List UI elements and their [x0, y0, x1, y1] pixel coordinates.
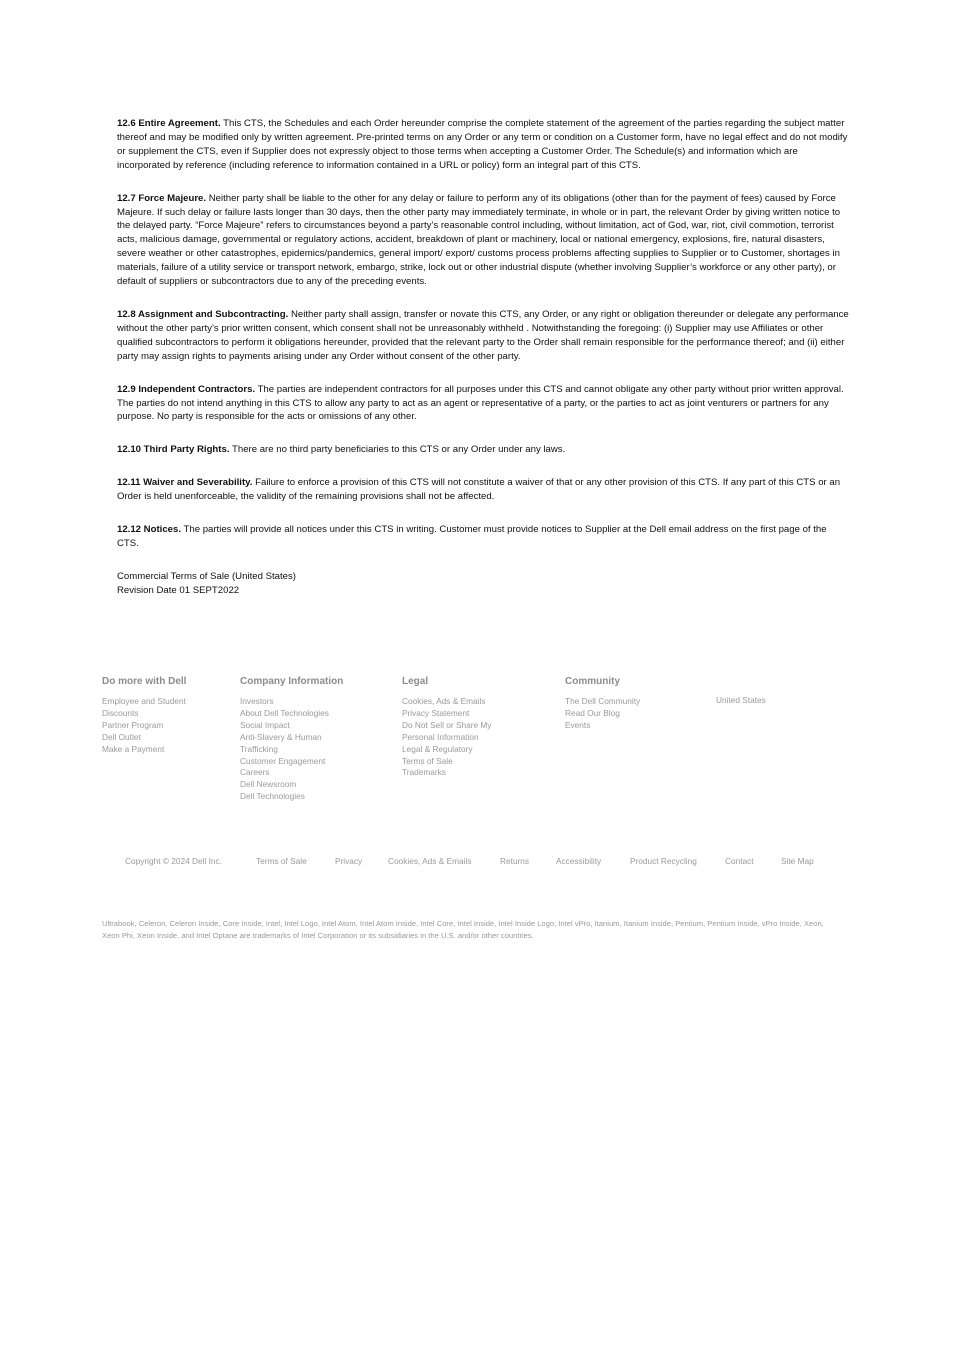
- clause-12-11: [117, 476, 850, 504]
- clause-12-10: [117, 443, 850, 457]
- footer-bottom-link-recycling[interactable]: Product Recycling: [630, 856, 697, 866]
- clause-12-12: [117, 523, 850, 551]
- clause-12-9: [117, 383, 850, 425]
- clause-heading: 12.8 Assignment and Subcontracting.: [117, 308, 289, 320]
- document-body: [117, 117, 850, 598]
- clause-text: There are no third party beneficiaries to this CTS or any Order under any laws.: [229, 444, 566, 456]
- footer-bottom-link-terms[interactable]: Terms of Sale: [256, 856, 307, 866]
- footer-link[interactable]: About Dell Technologies: [240, 707, 329, 718]
- footer-bottom-link-sitemap[interactable]: Site Map: [781, 856, 814, 866]
- copyright-text: Copyright © 2024 Dell Inc.: [125, 856, 222, 866]
- clause-heading: 12.6 Entire Agreement.: [117, 118, 221, 129]
- footer-link[interactable]: Employee and Student: [102, 696, 186, 706]
- country-selector[interactable]: United States: [716, 695, 766, 705]
- clause-heading: 12.12 Notices.: [117, 524, 181, 536]
- footer-link[interactable]: Dell Newsroom: [240, 779, 297, 790]
- footer-column-heading: Company Information: [240, 676, 344, 687]
- footer-link[interactable]: Make a Payment: [102, 743, 165, 754]
- footer-link[interactable]: Investors: [240, 696, 274, 706]
- clause-12-7: [117, 192, 850, 289]
- footer-column-heading: Community: [565, 676, 620, 687]
- footer-link[interactable]: Social Impact: [240, 719, 290, 730]
- footer-link[interactable]: Partner Program: [102, 719, 164, 730]
- clause-heading: 12.10 Third Party Rights.: [117, 444, 230, 456]
- footer-link[interactable]: Careers: [240, 767, 270, 778]
- footer-column-legal: [402, 676, 491, 779]
- clause-text: Neither party shall be liable to the other for any delay or failure to perform any of its obligations (other than for the payment of fees) caused by Force Majeure. If such delay or failure lasts longer than 30 days, then the other party may immediately terminate, in whole or in part, the relevant Order by giving written notice to the delayed party. “Force Majeure” refers to circumstances beyond a party’s reasonable control including, without limitation, act of God, war, riot, civil commotion, terrorist acts, malicious damage, governmental or regulatory actions, accident, breakdown of plant or machinery, local or national emergency, explosions, fire, natural disasters, severe weather or other catastrophes, epidemics/pandemics, general import/ export/ customs process problems affecting supplies to Supplier or to Customer, shortages in materials, failure of a utility service or transport network, embargo, strike, lock out or other industrial dispute (whether involving Supplier’s workforce or any other party), or default of suppliers or subcontractors due to any of the preceding events.: [117, 192, 841, 288]
- footer-link[interactable]: Legal & Regulatory: [402, 743, 473, 754]
- footer-link[interactable]: Anti-Slavery & Human: [240, 731, 322, 742]
- footer-column-heading: Legal: [402, 676, 429, 687]
- footer-link[interactable]: Dell Outlet: [102, 731, 141, 742]
- clause-text: Neither party shall assign, transfer or novate this CTS, any Order, or any right or obligation thereunder or delegate any performance without the other party’s prior written consent, which consent shall not be unreasonably withheld . Notwithstanding the foregoing: (i) Supplier may use Affiliates or other qualified subcontractors to perform it obligations hereunder, provided that the relevant party to the Order shall remain responsible for the performance thereof; and (ii) either party may assign rights to payments arising under any Order without consent of the other party.: [117, 308, 849, 362]
- clause-text: The parties are independent contractors for all purposes under this CTS and cannot obligate any other party without prior written approval. The parties do not intend anything in this CTS to allow any party to act as an agent or representative of a party, or the parties to act as joint venturers or partners for any purpose. No party is responsible for the acts or omissions of any other.: [117, 383, 844, 423]
- document-title: Commercial Terms of Sale (United States): [117, 570, 296, 582]
- clause-text: The parties will provide all notices under this CTS in writing. Customer must provide notices to Supplier at the Dell email address on the first page of the CTS.: [117, 524, 827, 549]
- trademark-note: Ultrabook, Celeron, Celeron Inside, Core Inside, Intel, Intel Logo, Intel Atom, Intel Atom Inside, Intel Core, Intel Inside, Intel Inside Logo, Intel vPro, Itanium, Itanium Inside, Pentium, Pentium Inside, vPro Inside, Xeon, Xeon Phi, Xeon Inside, and Intel Optane are trademarks of Intel Corporation or its subsidiaries in the U.S. and/or other countries.: [102, 919, 824, 940]
- footer-column-community: [565, 676, 640, 732]
- footer-link[interactable]: Terms of Sale: [402, 755, 453, 766]
- footer-column-heading: Do more with Dell: [102, 676, 187, 687]
- document-meta: [117, 570, 850, 598]
- footer-link[interactable]: Events: [565, 719, 591, 730]
- revision-date: Revision Date 01 SEPT2022: [117, 584, 240, 596]
- footer-bottom-link-accessibility[interactable]: Accessibility: [556, 856, 602, 866]
- footer-link[interactable]: Privacy Statement: [402, 707, 470, 718]
- footer-link[interactable]: The Dell Community: [565, 696, 641, 706]
- footer-link[interactable]: Trademarks: [402, 767, 446, 778]
- footer-link[interactable]: Read Our Blog: [565, 707, 620, 718]
- footer-link[interactable]: Dell Technologies: [240, 791, 305, 802]
- footer-column-do-more: [102, 676, 186, 756]
- clause-12-6: [117, 117, 850, 173]
- footer-bottom-link-privacy[interactable]: Privacy: [335, 856, 363, 866]
- clause-text: This CTS, the Schedules and each Order hereunder comprise the complete statement of the agreement of the parties regarding the subject matter thereof and may be modified only by written agreement. Pre-printed terms on any Order or any term or condition on a Customer form, have no legal effect and do not modify or supplement the CTS, even if Supplier does not expressly object to those terms when accepting a Customer Order. The Schedule(s) and information which are incorporated by reference (including reference to information contained in a URL or policy) form an integral part of this CTS.: [117, 118, 848, 171]
- footer-bottom-link-cookies[interactable]: Cookies, Ads & Emails: [388, 856, 472, 866]
- clause-heading: 12.9 Independent Contractors.: [117, 383, 256, 395]
- clause-heading: 12.11 Waiver and Severability.: [117, 477, 253, 489]
- footer-column-company: [240, 676, 343, 803]
- footer-link[interactable]: Discounts: [102, 707, 139, 718]
- footer-link[interactable]: Do Not Sell or Share My: [402, 719, 492, 730]
- footer-bottom-link-contact[interactable]: Contact: [725, 856, 754, 866]
- footer-link[interactable]: Personal Information: [402, 731, 479, 742]
- clause-text: Failure to enforce a provision of this CTS will not constitute a waiver of that or any other provision of this CTS. If any part of this CTS or an Order is held unenforceable, the validity of the remaining provisions shall not be affected.: [117, 477, 841, 503]
- clause-heading: 12.7 Force Majeure.: [117, 192, 207, 204]
- footer-link[interactable]: Cookies, Ads & Emails: [402, 696, 486, 706]
- footer-link[interactable]: Trafficking: [240, 743, 278, 754]
- clause-12-8: [117, 308, 850, 364]
- footer-bottom-link-returns[interactable]: Returns: [500, 856, 530, 866]
- footer-link[interactable]: Customer Engagement: [240, 755, 326, 766]
